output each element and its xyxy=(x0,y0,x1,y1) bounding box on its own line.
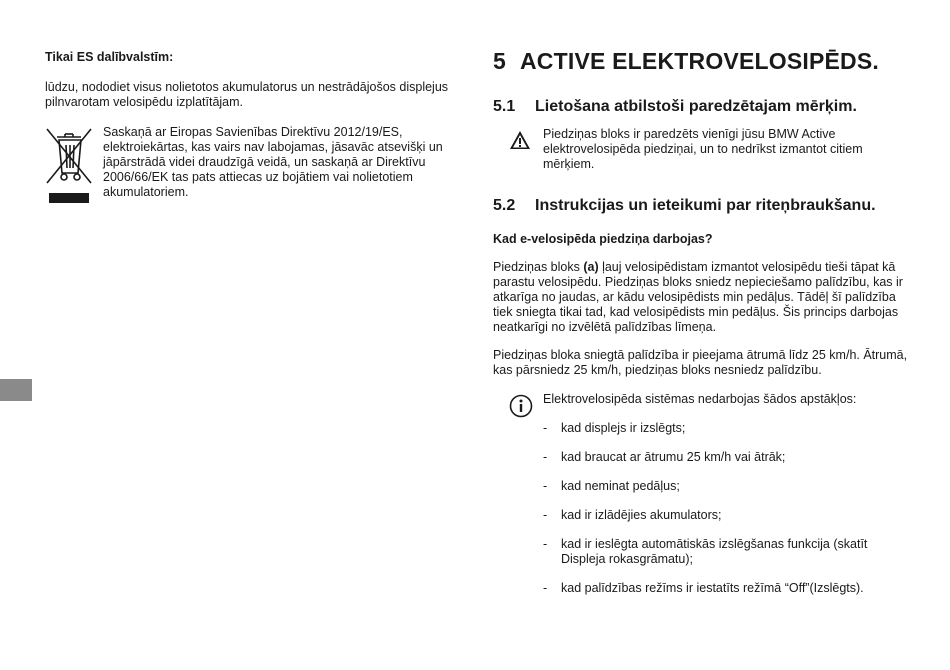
conditions-list xyxy=(543,421,913,596)
chapter-title xyxy=(493,48,913,75)
section-5-1-title xyxy=(493,97,913,116)
section-number: 5.2 xyxy=(493,197,516,214)
chapter-title-text: ACTIVE ELEKTROVELOSIPĒDS. xyxy=(520,48,879,74)
drive-subheading: Kad e-velosipēda piedziņa darbojas? xyxy=(493,232,713,246)
list-item: - kad braucat ar ātrumu 25 km/h vai ātrāk; xyxy=(543,450,913,465)
warning-note xyxy=(493,127,913,172)
crossed-out-wheelie-bin-icon xyxy=(45,125,93,207)
warning-text: Piedziņas bloks ir paredzēts vienīgi jūsu BMW Active elektrovelosipēda piedziņai, un to nedrīkst izmantot citiem mērķiem. xyxy=(543,127,863,171)
right-column xyxy=(493,48,913,596)
figure-reference: (a) xyxy=(583,260,599,274)
warning-triangle-icon xyxy=(509,129,531,151)
eu-heading: Tikai ES dalībvalstīm: xyxy=(45,50,174,64)
drive-paragraph-1 xyxy=(493,260,913,335)
chapter-number: 5 xyxy=(493,48,506,74)
info-intro: Elektrovelosipēda sistēmas nedarbojas šādos apstākļos: xyxy=(543,392,857,406)
info-circle-icon xyxy=(509,394,533,418)
weee-notice xyxy=(45,125,450,215)
left-column xyxy=(45,50,450,215)
list-item: - kad displejs ir izslēgts; xyxy=(543,421,913,436)
list-item: - kad ir ieslēgta automātiskās izslēgšanas funkcija (skatīt Displeja rokasgrāmatu); xyxy=(543,537,913,567)
disposal-intro: lūdzu, nododiet visus nolietotos akumulatorus un nestrādājošos displejus pilnvarotam velosipēdu izplatītājam. xyxy=(45,80,449,109)
info-note xyxy=(493,392,913,596)
chapter-side-tab xyxy=(0,379,32,401)
paragraph-text: Piedziņas bloks xyxy=(493,260,584,274)
weee-directive-text: Saskaņā ar Eiropas Savienības Direktīvu 2012/19/ES, elektroiekārtas, kas vairs nav labojamas, jāsavāc atsevišķi un jāpārstrādā videi draudzīgā veidā, un saskaņā ar Direktīvu 2006/66/EK tas pats attiecas uz bojātiem vai nolietotiem akumulatoriem. xyxy=(103,125,443,199)
section-5-2-title xyxy=(493,196,913,215)
section-title-text: Lietošana atbilstoši paredzētajam mērķim. xyxy=(535,98,857,115)
paragraph-text: ļauj velosipēdistam izmantot velosipēdu tieši tāpat kā parastu velosipēdu. Piedziņas bloks sniedz nepieciešamo palīdzību, kas ir atkarīga no jaudas, ar kādu velosipēdists min pedāļus. Tādēļ šī palīdzība tiek sniegta tikai tad, kad velosipēdists min pedāļus. Šis princips darbojas neatkarīgi no izvēlētā palīdzības līmeņa. xyxy=(493,260,903,334)
section-number: 5.1 xyxy=(493,98,516,115)
section-title-text: Instrukcijas un ieteikumi par riteņbraukšanu. xyxy=(535,197,876,214)
drive-paragraph-2: Piedziņas bloka sniegtā palīdzība ir pieejama ātrumā līdz 25 km/h. Ātrumā, kas pārsniedz 25 km/h, piedziņas bloks nesniedz palīdzību. xyxy=(493,348,908,377)
list-item: - kad palīdzības režīms ir iestatīts režīmā “Off”(Izslēgts). xyxy=(543,581,913,596)
list-item: - kad neminat pedāļus; xyxy=(543,479,913,494)
list-item: - kad ir izlādējies akumulators; xyxy=(543,508,913,523)
